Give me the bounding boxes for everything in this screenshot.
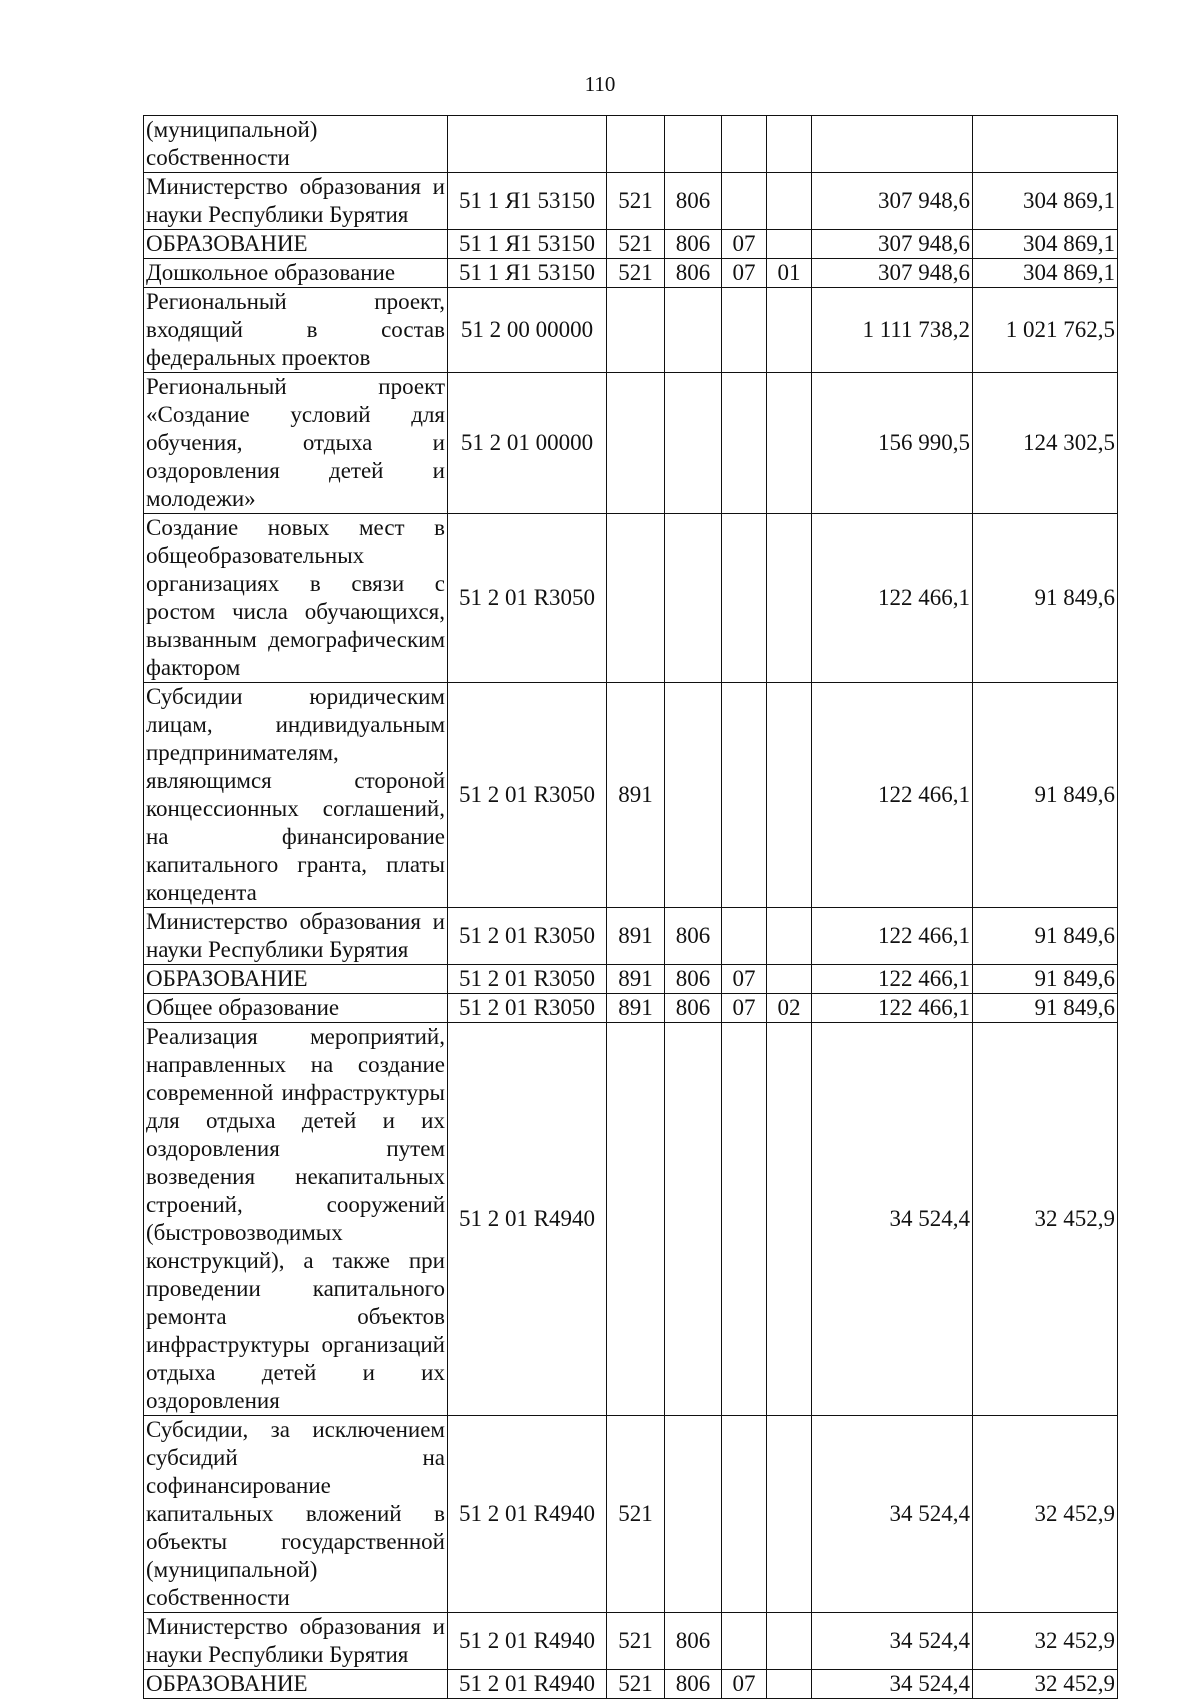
budget-manager-cell: 806 <box>665 1613 722 1670</box>
subsection-cell <box>767 965 812 994</box>
expense-type-cell: 521 <box>607 1670 665 1699</box>
budget-manager-cell: 806 <box>665 994 722 1023</box>
amount-year2-cell: 32 452,9 <box>973 1670 1118 1699</box>
amount-year2-cell: 91 849,6 <box>973 683 1118 908</box>
row-name-cell: Создание новых мест в общеобразовательных организациях в связи с ростом числа обучающихся, вызванным демографическим фактором <box>144 514 448 683</box>
table-row <box>144 116 1118 173</box>
section-cell: 07 <box>722 994 767 1023</box>
row-name-cell: Дошкольное образование <box>144 259 448 288</box>
section-cell <box>722 683 767 908</box>
amount-year1-cell: 34 524,4 <box>812 1416 973 1613</box>
table-row <box>144 908 1118 965</box>
target-article-cell: 51 2 01 R3050 <box>448 683 607 908</box>
amount-year2-cell: 91 849,6 <box>973 994 1118 1023</box>
section-cell <box>722 373 767 514</box>
amount-year2-cell: 304 869,1 <box>973 230 1118 259</box>
amount-year2-cell: 304 869,1 <box>973 259 1118 288</box>
table-row <box>144 994 1118 1023</box>
subsection-cell <box>767 373 812 514</box>
target-article-cell: 51 2 01 R4940 <box>448 1670 607 1699</box>
amount-year2-cell: 91 849,6 <box>973 514 1118 683</box>
expense-type-cell: 891 <box>607 683 665 908</box>
amount-year1-cell: 122 466,1 <box>812 965 973 994</box>
target-article-cell: 51 2 01 00000 <box>448 373 607 514</box>
row-name-cell: Общее образование <box>144 994 448 1023</box>
target-article-cell <box>448 116 607 173</box>
row-name-cell: Субсидии юридическим лицам, индивидуальным предпринимателям, являющимся стороной концессионных соглашений, на финансирование капитального гранта, платы концедента <box>144 683 448 908</box>
row-name-cell: Реализация мероприятий, направленных на создание современной инфраструктуры для отдыха детей и их оздоровления путем возведения некапитальных строений, сооружений (быстровозводимых конструкций), а также при проведении капитального ремонта объектов инфраструктуры организаций отдыха детей и их оздоровления <box>144 1023 448 1416</box>
row-name-cell: Министерство образования и науки Республики Бурятия <box>144 908 448 965</box>
expense-type-cell: 521 <box>607 173 665 230</box>
budget-manager-cell <box>665 1023 722 1416</box>
amount-year1-cell: 307 948,6 <box>812 230 973 259</box>
subsection-cell <box>767 1613 812 1670</box>
row-name-cell: ОБРАЗОВАНИЕ <box>144 230 448 259</box>
budget-manager-cell: 806 <box>665 173 722 230</box>
table-body <box>144 116 1118 1699</box>
target-article-cell: 51 1 Я1 53150 <box>448 230 607 259</box>
row-name-cell: Региональный проект, входящий в состав федеральных проектов <box>144 288 448 373</box>
subsection-cell <box>767 908 812 965</box>
section-cell <box>722 116 767 173</box>
table-row <box>144 683 1118 908</box>
target-article-cell: 51 1 Я1 53150 <box>448 259 607 288</box>
subsection-cell <box>767 116 812 173</box>
expense-type-cell: 521 <box>607 230 665 259</box>
subsection-cell <box>767 683 812 908</box>
amount-year1-cell: 307 948,6 <box>812 173 973 230</box>
subsection-cell <box>767 1416 812 1613</box>
budget-manager-cell: 806 <box>665 965 722 994</box>
expense-type-cell: 891 <box>607 965 665 994</box>
amount-year1-cell: 156 990,5 <box>812 373 973 514</box>
section-cell: 07 <box>722 230 767 259</box>
section-cell <box>722 1023 767 1416</box>
table-row <box>144 288 1118 373</box>
budget-manager-cell <box>665 288 722 373</box>
budget-manager-cell <box>665 683 722 908</box>
budget-manager-cell <box>665 514 722 683</box>
subsection-cell <box>767 1023 812 1416</box>
subsection-cell <box>767 230 812 259</box>
row-name-cell: Субсидии, за исключением субсидий на софинансирование капитальных вложений в объекты государственной (муниципальной) собственности <box>144 1416 448 1613</box>
amount-year1-cell: 122 466,1 <box>812 908 973 965</box>
table-row <box>144 373 1118 514</box>
target-article-cell: 51 2 01 R4940 <box>448 1416 607 1613</box>
target-article-cell: 51 2 01 R3050 <box>448 965 607 994</box>
budget-manager-cell: 806 <box>665 908 722 965</box>
expense-type-cell <box>607 116 665 173</box>
target-article-cell: 51 2 01 R3050 <box>448 994 607 1023</box>
amount-year2-cell: 124 302,5 <box>973 373 1118 514</box>
table-row <box>144 1613 1118 1670</box>
section-cell <box>722 288 767 373</box>
table-row <box>144 1023 1118 1416</box>
budget-manager-cell: 806 <box>665 230 722 259</box>
section-cell: 07 <box>722 1670 767 1699</box>
amount-year1-cell: 34 524,4 <box>812 1613 973 1670</box>
expense-type-cell: 521 <box>607 1416 665 1613</box>
amount-year1-cell: 307 948,6 <box>812 259 973 288</box>
budget-manager-cell: 806 <box>665 1670 722 1699</box>
table-row <box>144 230 1118 259</box>
target-article-cell: 51 2 01 R3050 <box>448 908 607 965</box>
expense-type-cell: 521 <box>607 259 665 288</box>
section-cell: 07 <box>722 259 767 288</box>
subsection-cell <box>767 1670 812 1699</box>
amount-year1-cell: 34 524,4 <box>812 1670 973 1699</box>
amount-year1-cell: 1 111 738,2 <box>812 288 973 373</box>
amount-year2-cell <box>973 116 1118 173</box>
row-name-cell: Министерство образования и науки Республики Бурятия <box>144 173 448 230</box>
expense-type-cell: 521 <box>607 1613 665 1670</box>
section-cell <box>722 1416 767 1613</box>
budget-manager-cell: 806 <box>665 259 722 288</box>
row-name-cell: Региональный проект «Создание условий для обучения, отдыха и оздоровления детей и молодежи» <box>144 373 448 514</box>
table-row <box>144 1416 1118 1613</box>
budget-table <box>143 115 1118 1699</box>
table-row <box>144 1670 1118 1699</box>
expense-type-cell <box>607 514 665 683</box>
row-name-cell: ОБРАЗОВАНИЕ <box>144 965 448 994</box>
section-cell: 07 <box>722 965 767 994</box>
row-name-cell: Министерство образования и науки Республики Бурятия <box>144 1613 448 1670</box>
amount-year1-cell: 122 466,1 <box>812 994 973 1023</box>
subsection-cell: 02 <box>767 994 812 1023</box>
subsection-cell <box>767 173 812 230</box>
amount-year1-cell: 34 524,4 <box>812 1023 973 1416</box>
budget-manager-cell <box>665 1416 722 1613</box>
amount-year2-cell: 91 849,6 <box>973 965 1118 994</box>
section-cell <box>722 514 767 683</box>
section-cell <box>722 908 767 965</box>
amount-year2-cell: 32 452,9 <box>973 1416 1118 1613</box>
table-row <box>144 259 1118 288</box>
budget-manager-cell <box>665 116 722 173</box>
page-number: 110 <box>584 72 616 96</box>
amount-year1-cell: 122 466,1 <box>812 514 973 683</box>
table-row <box>144 514 1118 683</box>
subsection-cell <box>767 288 812 373</box>
expense-type-cell: 891 <box>607 908 665 965</box>
expense-type-cell <box>607 373 665 514</box>
expense-type-cell <box>607 288 665 373</box>
amount-year1-cell: 122 466,1 <box>812 683 973 908</box>
amount-year2-cell: 304 869,1 <box>973 173 1118 230</box>
subsection-cell <box>767 514 812 683</box>
target-article-cell: 51 1 Я1 53150 <box>448 173 607 230</box>
amount-year2-cell: 1 021 762,5 <box>973 288 1118 373</box>
table-row <box>144 173 1118 230</box>
amount-year2-cell: 32 452,9 <box>973 1613 1118 1670</box>
expense-type-cell <box>607 1023 665 1416</box>
target-article-cell: 51 2 01 R3050 <box>448 514 607 683</box>
section-cell <box>722 173 767 230</box>
amount-year2-cell: 91 849,6 <box>973 908 1118 965</box>
section-cell <box>722 1613 767 1670</box>
budget-manager-cell <box>665 373 722 514</box>
row-name-cell: ОБРАЗОВАНИЕ <box>144 1670 448 1699</box>
subsection-cell: 01 <box>767 259 812 288</box>
row-name-cell: (муниципальной) собственности <box>144 116 448 173</box>
amount-year1-cell <box>812 116 973 173</box>
target-article-cell: 51 2 01 R4940 <box>448 1023 607 1416</box>
target-article-cell: 51 2 01 R4940 <box>448 1613 607 1670</box>
amount-year2-cell: 32 452,9 <box>973 1023 1118 1416</box>
table-row <box>144 965 1118 994</box>
target-article-cell: 51 2 00 00000 <box>448 288 607 373</box>
expense-type-cell: 891 <box>607 994 665 1023</box>
